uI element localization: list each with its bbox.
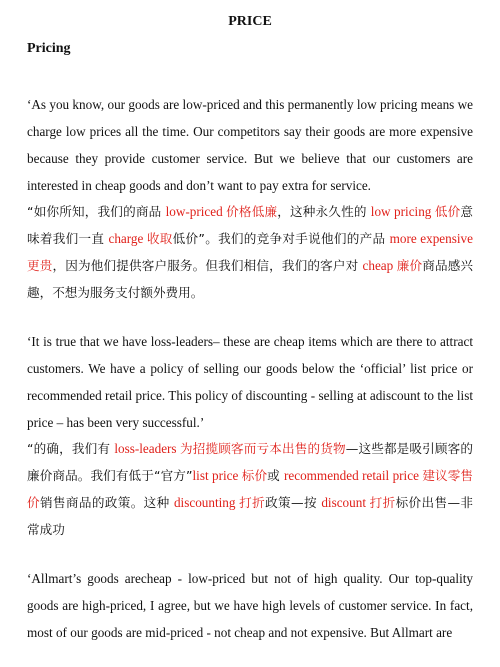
translation-text: 或: [267, 468, 284, 483]
highlighted-term: 标价: [241, 468, 268, 483]
highlighted-term: list price: [192, 468, 242, 483]
paragraph-2-chinese: [27, 435, 473, 543]
paragraph-2-english: ‘It is true that we have loss-leaders– these are cheap items which are there to attract customers. We have a policy of selling our goods below the ‘official’ list price or recommended retail price. This policy of discounting - selling at adiscount to the list price – has been very successful.’: [27, 334, 473, 430]
highlighted-term: more expensive: [389, 231, 473, 246]
highlighted-term: 打折: [239, 495, 266, 510]
highlighted-term: 收取: [146, 231, 173, 246]
highlighted-term: 廉价: [396, 258, 423, 273]
translation-text: 低价”。我们的竞争对手说他们的产品: [172, 231, 390, 246]
translation-text: 商品感兴趣，不想为服务支付额外费用。: [27, 258, 474, 300]
highlighted-term: low-priced: [165, 204, 227, 219]
highlighted-term: discount: [321, 495, 370, 510]
highlighted-term: 打折: [369, 495, 396, 510]
translation-text: —这些都是吸引顾客的廉价商品。我们有低于“官方”: [27, 441, 474, 483]
paragraph-1-chinese: [27, 198, 473, 306]
highlighted-term: discounting: [173, 495, 240, 510]
translation-text: ，因为他们提供客户服务。但我们相信，我们的客户对: [52, 258, 363, 273]
page-title: PRICE: [228, 14, 272, 29]
translation-text: 意味着我们一直: [27, 204, 474, 246]
translation-text: 标价出售—非常成功: [27, 495, 473, 537]
translation-text: “如你所知，我们的商品: [27, 204, 166, 219]
translation-text: 政策—按: [265, 495, 322, 510]
highlighted-term: cheap: [362, 258, 397, 273]
section-heading: Pricing: [27, 41, 71, 56]
highlighted-term: loss-leaders: [114, 441, 181, 456]
highlighted-term: low pricing: [370, 204, 435, 219]
highlighted-term: recommended retail price: [283, 468, 423, 483]
highlighted-term: 价格低廉: [226, 204, 278, 219]
translation-text: ，这种永久性的: [277, 204, 371, 219]
translation-text: 销售商品的政策。这种: [39, 495, 174, 510]
highlighted-term: 低价: [434, 204, 461, 219]
paragraph-1-english: ‘As you know, our goods are low-priced and this permanently low pricing means we charge low prices all the time. Our competitors say their goods are more expensive because they provide customer service. But we believe that our customers are interested in cheap goods and don’t want to pay extra for service.: [27, 97, 473, 193]
highlighted-term: 为招揽顾客而亏本出售的货物: [180, 441, 346, 456]
paragraph-3-english: ‘Allmart’s goods arecheap - low-priced but not of high quality. Our top-quality goods are high-priced, I agree, but we have high levels of customer service. In fact, most of our goods are mid-priced - not cheap and not expensive. But Allmart are: [27, 571, 473, 640]
highlighted-term: 更贵: [27, 258, 53, 273]
translation-text: “的确，我们有: [27, 441, 115, 456]
highlighted-term: 建议零售价: [27, 468, 474, 510]
highlighted-term: charge: [108, 231, 147, 246]
